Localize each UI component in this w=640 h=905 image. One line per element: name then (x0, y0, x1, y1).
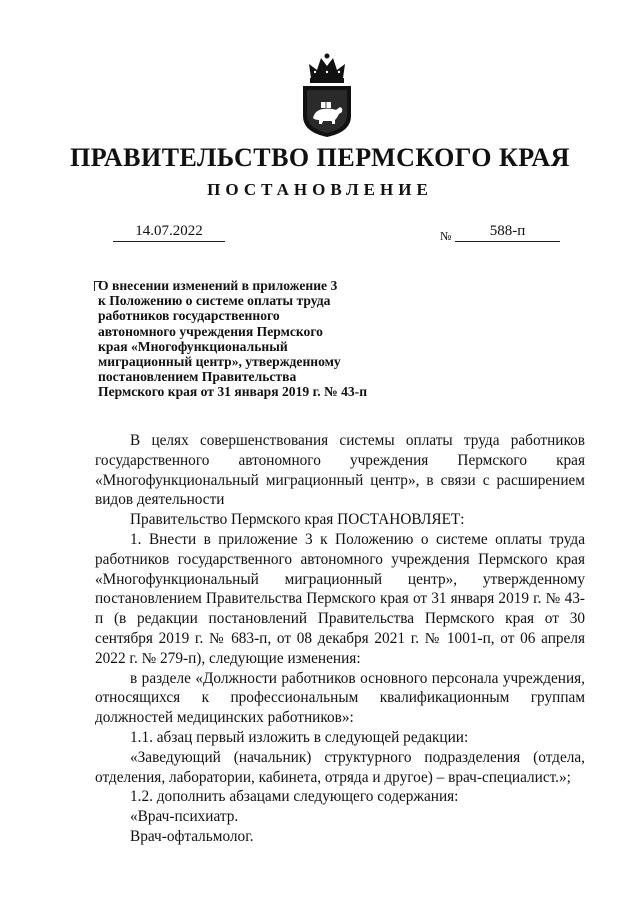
body-paragraph: Врач-офтальмолог. (130, 827, 254, 845)
subject-line: автономного учреждения Пермского (98, 323, 323, 339)
coat-of-arms-icon (299, 52, 355, 138)
body-paragraph: «Врач-психиатр. (130, 808, 239, 826)
body-paragraph: Правительство Пермского края ПОСТАНОВЛЯЕТ: (130, 511, 465, 529)
subject-line: края «Многофункциональный (98, 338, 288, 354)
body-paragraph: В целях совершенствования системы оплаты труда работников государственного автономного учреждения Пермского края «Многофункциональный миграционный центр», в связи с расширением видов деятельности (95, 432, 585, 509)
subject-line: Пермского края от 31 января 2019 г. № 43-п (98, 384, 368, 400)
document-number: 588-п (455, 223, 560, 242)
subject-line: постановлением Правительства (98, 369, 297, 385)
subject-line: работников государственного (98, 308, 280, 324)
document-subject (98, 278, 418, 400)
number-prefix: № (440, 229, 452, 243)
document-body (95, 431, 585, 847)
body-paragraph: в разделе «Должности работников основного персонала учреждения, относящихся к профессиональным квалификационным группам должностей медицинских работников»: (95, 669, 585, 727)
body-paragraph: 1.1. абзац первый изложить в следующей редакции: (130, 728, 469, 746)
document-date: 14.07.2022 (113, 223, 225, 242)
document-type: ПОСТАНОВЛЕНИЕ (207, 180, 433, 199)
body-paragraph: «Заведующий (начальник) структурного подразделения (отдела, отделения, лаборатории, кабинета, отряда и другое) – врач-специалист.»; (95, 748, 585, 786)
body-paragraph: 1. Внести в приложение 3 к Положению о системе оплаты труда работников государственного автономного учреждения Пермского края «Многофункциональный миграционный центр», утвержденному постановлением Правительства Пермского края от 31 января 2019 г. № 43-п (в редакции постановлений Правительства Пермского края от 30 сентября 2019 г. № 683-п, от 08 декабря 2021 г. № 1001-п, от 06 апреля 2022 г. № 279-п), следующие изменения: (95, 530, 585, 667)
subject-line: к Положению о системе оплаты труда (98, 293, 331, 309)
body-paragraph: 1.2. дополнить абзацами следующего содержания: (130, 788, 459, 806)
government-title: ПРАВИТЕЛЬСТВО ПЕРМСКОГО КРАЯ (70, 143, 570, 172)
subject-line: миграционный центр», утвержденному (98, 354, 341, 370)
subject-line: О внесении изменений в приложение 3 (98, 278, 338, 293)
